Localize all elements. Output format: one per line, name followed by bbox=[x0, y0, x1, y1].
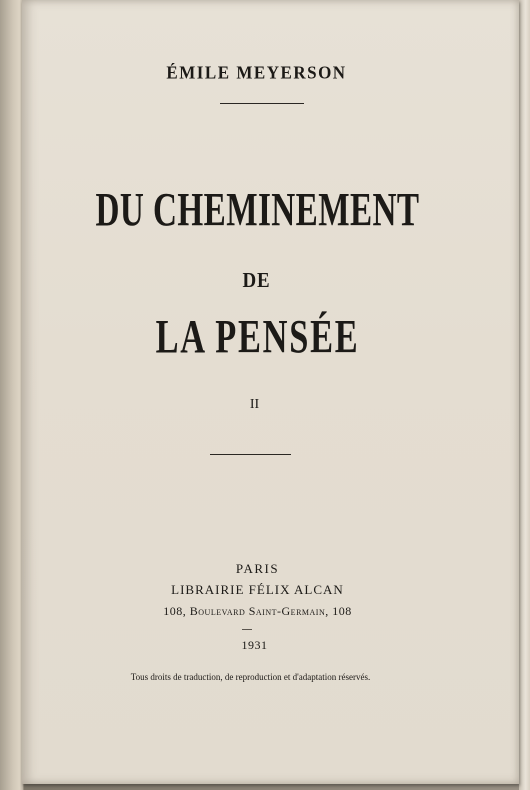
divider-rule-small bbox=[242, 629, 252, 630]
book-title-line-3: LA PENSÉE bbox=[155, 309, 360, 364]
publication-year: 1931 bbox=[241, 638, 268, 652]
book-title-line-1: DU CHEMINEMENT bbox=[95, 182, 420, 237]
publisher-address: 108, Boulevard Saint-Germain, 108 bbox=[163, 604, 352, 618]
title-page bbox=[22, 0, 519, 784]
divider-rule-middle bbox=[210, 454, 291, 455]
rights-notice: Tous droits de traduction, de reproduction et d'adaptation réservés. bbox=[130, 672, 371, 682]
volume-number: II bbox=[249, 397, 260, 412]
book-title-line-2: DE bbox=[242, 268, 271, 292]
page-block-edge bbox=[519, 0, 530, 790]
publisher-name: LIBRAIRIE FÉLIX ALCAN bbox=[171, 582, 344, 597]
divider-rule-top bbox=[220, 103, 304, 104]
author-name: ÉMILE MEYERSON bbox=[166, 62, 347, 83]
publication-city: PARIS bbox=[235, 561, 280, 576]
